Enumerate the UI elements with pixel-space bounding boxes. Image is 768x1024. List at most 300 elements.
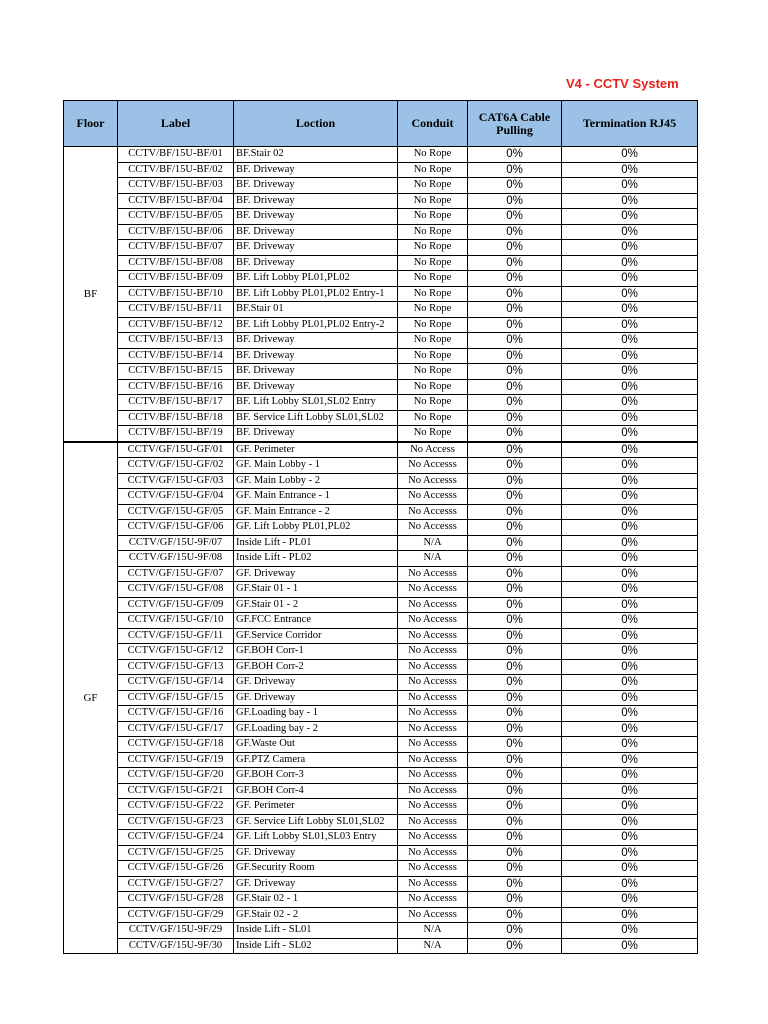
row-termination-progress: 0% (562, 395, 698, 411)
row-cable-pulling-progress: 0% (468, 473, 562, 489)
row-location: GF.Stair 02 - 1 (234, 892, 398, 908)
row-location: GF.Stair 02 - 2 (234, 907, 398, 923)
row-termination-progress: 0% (562, 348, 698, 364)
floor-cell: BF (64, 147, 118, 442)
row-conduit: No Rope (398, 162, 468, 178)
row-termination-progress: 0% (562, 364, 698, 380)
row-cable-pulling-progress: 0% (468, 271, 562, 287)
row-label: CCTV/GF/15U-GF/16 (118, 706, 234, 722)
row-conduit: No Accesss (398, 768, 468, 784)
row-cable-pulling-progress: 0% (468, 520, 562, 536)
row-termination-progress: 0% (562, 489, 698, 505)
row-conduit: No Accesss (398, 613, 468, 629)
row-label: CCTV/BF/15U-BF/11 (118, 302, 234, 318)
row-conduit: No Accesss (398, 504, 468, 520)
row-label: CCTV/BF/15U-BF/14 (118, 348, 234, 364)
row-location: Inside Lift - PL01 (234, 535, 398, 551)
row-cable-pulling-progress: 0% (468, 923, 562, 939)
row-termination-progress: 0% (562, 410, 698, 426)
header-cable-pulling: CAT6A Cable Pulling (468, 101, 562, 147)
table-row (64, 178, 698, 194)
row-conduit: No Rope (398, 209, 468, 225)
row-conduit: No Rope (398, 147, 468, 163)
header-termination: Termination RJ45 (562, 101, 698, 147)
row-location: GF. Perimeter (234, 442, 398, 458)
row-cable-pulling-progress: 0% (468, 690, 562, 706)
row-conduit: No Rope (398, 333, 468, 349)
row-termination-progress: 0% (562, 613, 698, 629)
row-location: GF. Main Lobby - 1 (234, 458, 398, 474)
row-conduit: No Accesss (398, 892, 468, 908)
table-row (64, 147, 698, 163)
row-termination-progress: 0% (562, 783, 698, 799)
row-termination-progress: 0% (562, 706, 698, 722)
table-row (64, 675, 698, 691)
row-location: BF. Driveway (234, 379, 398, 395)
row-termination-progress: 0% (562, 768, 698, 784)
table-row (64, 504, 698, 520)
row-label: CCTV/BF/15U-BF/08 (118, 255, 234, 271)
table-row (64, 892, 698, 908)
row-conduit: No Accesss (398, 489, 468, 505)
row-label: CCTV/BF/15U-BF/03 (118, 178, 234, 194)
row-termination-progress: 0% (562, 535, 698, 551)
row-label: CCTV/GF/15U-GF/13 (118, 659, 234, 675)
row-cable-pulling-progress: 0% (468, 442, 562, 458)
row-termination-progress: 0% (562, 458, 698, 474)
table-row (64, 861, 698, 877)
table-row (64, 193, 698, 209)
row-location: BF. Driveway (234, 193, 398, 209)
row-conduit: No Accesss (398, 830, 468, 846)
row-cable-pulling-progress: 0% (468, 737, 562, 753)
row-location: GF.Waste Out (234, 737, 398, 753)
row-label: CCTV/GF/15U-GF/22 (118, 799, 234, 815)
row-cable-pulling-progress: 0% (468, 317, 562, 333)
row-location: GF.Service Corridor (234, 628, 398, 644)
table-row (64, 458, 698, 474)
row-conduit: No Accesss (398, 721, 468, 737)
row-label: CCTV/GF/15U-GF/21 (118, 783, 234, 799)
row-cable-pulling-progress: 0% (468, 644, 562, 660)
row-label: CCTV/GF/15U-GF/15 (118, 690, 234, 706)
row-termination-progress: 0% (562, 520, 698, 536)
row-location: BF.Stair 02 (234, 147, 398, 163)
row-label: CCTV/GF/15U-GF/07 (118, 566, 234, 582)
table-row (64, 597, 698, 613)
row-location: GF.Loading bay - 2 (234, 721, 398, 737)
row-label: CCTV/GF/15U-GF/18 (118, 737, 234, 753)
row-label: CCTV/GF/15U-GF/01 (118, 442, 234, 458)
row-location: BF. Lift Lobby PL01,PL02 (234, 271, 398, 287)
row-location: GF.BOH Corr-3 (234, 768, 398, 784)
header-conduit: Conduit (398, 101, 468, 147)
row-location: GF.BOH Corr-2 (234, 659, 398, 675)
table-row (64, 302, 698, 318)
row-label: CCTV/BF/15U-BF/05 (118, 209, 234, 225)
row-conduit: No Accesss (398, 582, 468, 598)
table-row (64, 209, 698, 225)
table-row (64, 644, 698, 660)
table-row (64, 566, 698, 582)
table-row (64, 814, 698, 830)
table-row (64, 520, 698, 536)
row-conduit: No Rope (398, 348, 468, 364)
row-termination-progress: 0% (562, 426, 698, 442)
table-row (64, 706, 698, 722)
floor-cell: GF (64, 442, 118, 954)
row-termination-progress: 0% (562, 379, 698, 395)
row-termination-progress: 0% (562, 582, 698, 598)
row-cable-pulling-progress: 0% (468, 286, 562, 302)
row-location: GF. Driveway (234, 690, 398, 706)
row-location: Inside Lift - SL01 (234, 923, 398, 939)
row-cable-pulling-progress: 0% (468, 209, 562, 225)
row-location: GF. Service Lift Lobby SL01,SL02 (234, 814, 398, 830)
document-title: V4 - CCTV System (566, 76, 679, 91)
row-label: CCTV/GF/15U-GF/27 (118, 876, 234, 892)
row-termination-progress: 0% (562, 333, 698, 349)
row-conduit: No Rope (398, 410, 468, 426)
row-cable-pulling-progress: 0% (468, 783, 562, 799)
row-termination-progress: 0% (562, 861, 698, 877)
row-cable-pulling-progress: 0% (468, 178, 562, 194)
row-conduit: No Rope (398, 317, 468, 333)
header-location: Loction (234, 101, 398, 147)
row-conduit: No Accesss (398, 520, 468, 536)
row-cable-pulling-progress: 0% (468, 597, 562, 613)
row-conduit: N/A (398, 923, 468, 939)
row-conduit: No Accesss (398, 659, 468, 675)
table-row (64, 737, 698, 753)
row-termination-progress: 0% (562, 566, 698, 582)
table-row (64, 690, 698, 706)
table-row (64, 348, 698, 364)
row-termination-progress: 0% (562, 799, 698, 815)
row-termination-progress: 0% (562, 845, 698, 861)
row-termination-progress: 0% (562, 675, 698, 691)
row-location: BF. Lift Lobby PL01,PL02 Entry-1 (234, 286, 398, 302)
table-row (64, 907, 698, 923)
table-row (64, 410, 698, 426)
row-label: CCTV/GF/15U-GF/14 (118, 675, 234, 691)
row-label: CCTV/GF/15U-GF/29 (118, 907, 234, 923)
row-conduit: No Accesss (398, 783, 468, 799)
row-cable-pulling-progress: 0% (468, 566, 562, 582)
row-cable-pulling-progress: 0% (468, 830, 562, 846)
row-conduit: N/A (398, 551, 468, 567)
row-conduit: No Accesss (398, 597, 468, 613)
table-row (64, 799, 698, 815)
row-label: CCTV/BF/15U-BF/12 (118, 317, 234, 333)
row-cable-pulling-progress: 0% (468, 613, 562, 629)
table-row (64, 224, 698, 240)
row-termination-progress: 0% (562, 923, 698, 939)
table-row (64, 364, 698, 380)
table-row (64, 379, 698, 395)
row-label: CCTV/BF/15U-BF/04 (118, 193, 234, 209)
row-termination-progress: 0% (562, 907, 698, 923)
row-conduit: No Accesss (398, 845, 468, 861)
row-conduit: No Rope (398, 302, 468, 318)
row-conduit: No Access (398, 442, 468, 458)
row-location: GF.FCC Entrance (234, 613, 398, 629)
table-row (64, 752, 698, 768)
row-termination-progress: 0% (562, 162, 698, 178)
table-row (64, 830, 698, 846)
row-location: GF. Perimeter (234, 799, 398, 815)
row-cable-pulling-progress: 0% (468, 302, 562, 318)
table-row (64, 876, 698, 892)
row-label: CCTV/GF/15U-GF/23 (118, 814, 234, 830)
cctv-schedule-table (63, 100, 698, 954)
row-conduit: No Accesss (398, 566, 468, 582)
row-label: CCTV/GF/15U-GF/28 (118, 892, 234, 908)
row-termination-progress: 0% (562, 938, 698, 954)
row-cable-pulling-progress: 0% (468, 628, 562, 644)
row-location: GF. Main Entrance - 2 (234, 504, 398, 520)
row-location: Inside Lift - PL02 (234, 551, 398, 567)
row-cable-pulling-progress: 0% (468, 814, 562, 830)
row-conduit: No Accesss (398, 473, 468, 489)
row-label: CCTV/BF/15U-BF/01 (118, 147, 234, 163)
row-cable-pulling-progress: 0% (468, 193, 562, 209)
row-cable-pulling-progress: 0% (468, 426, 562, 442)
table-row (64, 333, 698, 349)
row-termination-progress: 0% (562, 286, 698, 302)
row-termination-progress: 0% (562, 224, 698, 240)
row-location: BF. Driveway (234, 240, 398, 256)
table-row (64, 271, 698, 287)
row-conduit: No Rope (398, 286, 468, 302)
row-termination-progress: 0% (562, 830, 698, 846)
row-label: CCTV/BF/15U-BF/19 (118, 426, 234, 442)
row-conduit: N/A (398, 938, 468, 954)
row-cable-pulling-progress: 0% (468, 348, 562, 364)
row-label: CCTV/GF/15U-GF/02 (118, 458, 234, 474)
row-cable-pulling-progress: 0% (468, 659, 562, 675)
row-cable-pulling-progress: 0% (468, 379, 562, 395)
row-location: Inside Lift - SL02 (234, 938, 398, 954)
row-termination-progress: 0% (562, 271, 698, 287)
row-label: CCTV/GF/15U-GF/12 (118, 644, 234, 660)
row-termination-progress: 0% (562, 551, 698, 567)
row-location: GF.PTZ Camera (234, 752, 398, 768)
row-cable-pulling-progress: 0% (468, 333, 562, 349)
row-termination-progress: 0% (562, 876, 698, 892)
row-location: GF. Driveway (234, 845, 398, 861)
row-termination-progress: 0% (562, 892, 698, 908)
row-termination-progress: 0% (562, 814, 698, 830)
row-termination-progress: 0% (562, 597, 698, 613)
row-conduit: No Accesss (398, 907, 468, 923)
row-location: BF. Driveway (234, 426, 398, 442)
row-cable-pulling-progress: 0% (468, 675, 562, 691)
row-location: BF. Driveway (234, 162, 398, 178)
row-label: CCTV/GF/15U-GF/11 (118, 628, 234, 644)
row-conduit: No Accesss (398, 876, 468, 892)
row-location: BF. Driveway (234, 255, 398, 271)
row-conduit: No Accesss (398, 644, 468, 660)
row-conduit: No Accesss (398, 737, 468, 753)
row-location: GF. Driveway (234, 566, 398, 582)
row-cable-pulling-progress: 0% (468, 504, 562, 520)
row-conduit: No Accesss (398, 861, 468, 877)
row-location: BF. Lift Lobby PL01,PL02 Entry-2 (234, 317, 398, 333)
row-conduit: No Rope (398, 255, 468, 271)
row-label: CCTV/GF/15U-GF/10 (118, 613, 234, 629)
table-row (64, 489, 698, 505)
row-cable-pulling-progress: 0% (468, 752, 562, 768)
row-location: BF. Lift Lobby SL01,SL02 Entry (234, 395, 398, 411)
row-location: GF. Lift Lobby PL01,PL02 (234, 520, 398, 536)
row-cable-pulling-progress: 0% (468, 410, 562, 426)
row-label: CCTV/GF/15U-GF/03 (118, 473, 234, 489)
row-termination-progress: 0% (562, 721, 698, 737)
row-termination-progress: 0% (562, 644, 698, 660)
row-label: CCTV/BF/15U-BF/16 (118, 379, 234, 395)
row-conduit: No Accesss (398, 458, 468, 474)
table-row (64, 317, 698, 333)
row-label: CCTV/GF/15U-GF/08 (118, 582, 234, 598)
row-cable-pulling-progress: 0% (468, 721, 562, 737)
row-label: CCTV/GF/15U-GF/09 (118, 597, 234, 613)
table-row (64, 286, 698, 302)
table-row (64, 783, 698, 799)
table-row (64, 535, 698, 551)
row-conduit: No Rope (398, 178, 468, 194)
row-label: CCTV/GF/15U-GF/06 (118, 520, 234, 536)
row-cable-pulling-progress: 0% (468, 907, 562, 923)
row-cable-pulling-progress: 0% (468, 255, 562, 271)
row-conduit: No Rope (398, 364, 468, 380)
row-location: GF. Driveway (234, 876, 398, 892)
row-location: GF. Driveway (234, 675, 398, 691)
row-location: BF. Driveway (234, 178, 398, 194)
row-termination-progress: 0% (562, 628, 698, 644)
table-row (64, 582, 698, 598)
row-conduit: No Rope (398, 224, 468, 240)
row-termination-progress: 0% (562, 737, 698, 753)
row-label: CCTV/BF/15U-BF/06 (118, 224, 234, 240)
row-location: GF.Stair 01 - 1 (234, 582, 398, 598)
row-label: CCTV/GF/15U-GF/17 (118, 721, 234, 737)
table-row (64, 551, 698, 567)
table-row (64, 442, 698, 458)
row-label: CCTV/GF/15U-9F/08 (118, 551, 234, 567)
row-cable-pulling-progress: 0% (468, 240, 562, 256)
table-row (64, 162, 698, 178)
row-cable-pulling-progress: 0% (468, 938, 562, 954)
row-label: CCTV/GF/15U-9F/29 (118, 923, 234, 939)
row-location: GF.BOH Corr-1 (234, 644, 398, 660)
row-termination-progress: 0% (562, 659, 698, 675)
row-label: CCTV/GF/15U-GF/04 (118, 489, 234, 505)
row-cable-pulling-progress: 0% (468, 768, 562, 784)
table-row (64, 721, 698, 737)
row-cable-pulling-progress: 0% (468, 551, 562, 567)
row-termination-progress: 0% (562, 255, 698, 271)
row-cable-pulling-progress: 0% (468, 892, 562, 908)
table-row (64, 938, 698, 954)
table-row (64, 923, 698, 939)
row-termination-progress: 0% (562, 193, 698, 209)
row-cable-pulling-progress: 0% (468, 799, 562, 815)
table-row (64, 768, 698, 784)
row-cable-pulling-progress: 0% (468, 458, 562, 474)
row-cable-pulling-progress: 0% (468, 845, 562, 861)
table-header-row (64, 101, 698, 147)
row-termination-progress: 0% (562, 209, 698, 225)
row-label: CCTV/GF/15U-GF/24 (118, 830, 234, 846)
row-conduit: No Rope (398, 271, 468, 287)
row-location: GF. Lift Lobby SL01,SL03 Entry (234, 830, 398, 846)
row-label: CCTV/BF/15U-BF/07 (118, 240, 234, 256)
table-row (64, 240, 698, 256)
row-location: BF. Driveway (234, 348, 398, 364)
row-conduit: No Rope (398, 193, 468, 209)
row-cable-pulling-progress: 0% (468, 489, 562, 505)
row-location: BF. Driveway (234, 209, 398, 225)
table-row (64, 845, 698, 861)
row-label: CCTV/GF/15U-9F/30 (118, 938, 234, 954)
header-label: Label (118, 101, 234, 147)
row-label: CCTV/GF/15U-GF/05 (118, 504, 234, 520)
row-cable-pulling-progress: 0% (468, 224, 562, 240)
row-conduit: No Accesss (398, 799, 468, 815)
row-label: CCTV/BF/15U-BF/15 (118, 364, 234, 380)
row-cable-pulling-progress: 0% (468, 582, 562, 598)
row-termination-progress: 0% (562, 240, 698, 256)
row-label: CCTV/BF/15U-BF/17 (118, 395, 234, 411)
row-cable-pulling-progress: 0% (468, 861, 562, 877)
table-row (64, 628, 698, 644)
row-label: CCTV/BF/15U-BF/13 (118, 333, 234, 349)
row-termination-progress: 0% (562, 442, 698, 458)
row-conduit: No Accesss (398, 628, 468, 644)
row-label: CCTV/BF/15U-BF/18 (118, 410, 234, 426)
row-cable-pulling-progress: 0% (468, 162, 562, 178)
row-conduit: No Rope (398, 379, 468, 395)
row-label: CCTV/GF/15U-GF/25 (118, 845, 234, 861)
row-termination-progress: 0% (562, 302, 698, 318)
table-row (64, 255, 698, 271)
row-location: GF.BOH Corr-4 (234, 783, 398, 799)
row-location: GF.Stair 01 - 2 (234, 597, 398, 613)
row-label: CCTV/GF/15U-GF/26 (118, 861, 234, 877)
row-location: BF. Driveway (234, 364, 398, 380)
row-conduit: No Accesss (398, 706, 468, 722)
row-conduit: No Accesss (398, 690, 468, 706)
row-label: CCTV/BF/15U-BF/10 (118, 286, 234, 302)
row-label: CCTV/BF/15U-BF/09 (118, 271, 234, 287)
row-conduit: No Accesss (398, 814, 468, 830)
row-conduit: No Rope (398, 395, 468, 411)
row-termination-progress: 0% (562, 504, 698, 520)
row-location: GF.Loading bay - 1 (234, 706, 398, 722)
header-floor: Floor (64, 101, 118, 147)
row-location: GF. Main Entrance - 1 (234, 489, 398, 505)
row-label: CCTV/GF/15U-GF/19 (118, 752, 234, 768)
row-cable-pulling-progress: 0% (468, 706, 562, 722)
row-location: BF.Stair 01 (234, 302, 398, 318)
table-row (64, 473, 698, 489)
row-conduit: N/A (398, 535, 468, 551)
row-cable-pulling-progress: 0% (468, 147, 562, 163)
row-label: CCTV/BF/15U-BF/02 (118, 162, 234, 178)
row-conduit: No Rope (398, 426, 468, 442)
table-row (64, 395, 698, 411)
